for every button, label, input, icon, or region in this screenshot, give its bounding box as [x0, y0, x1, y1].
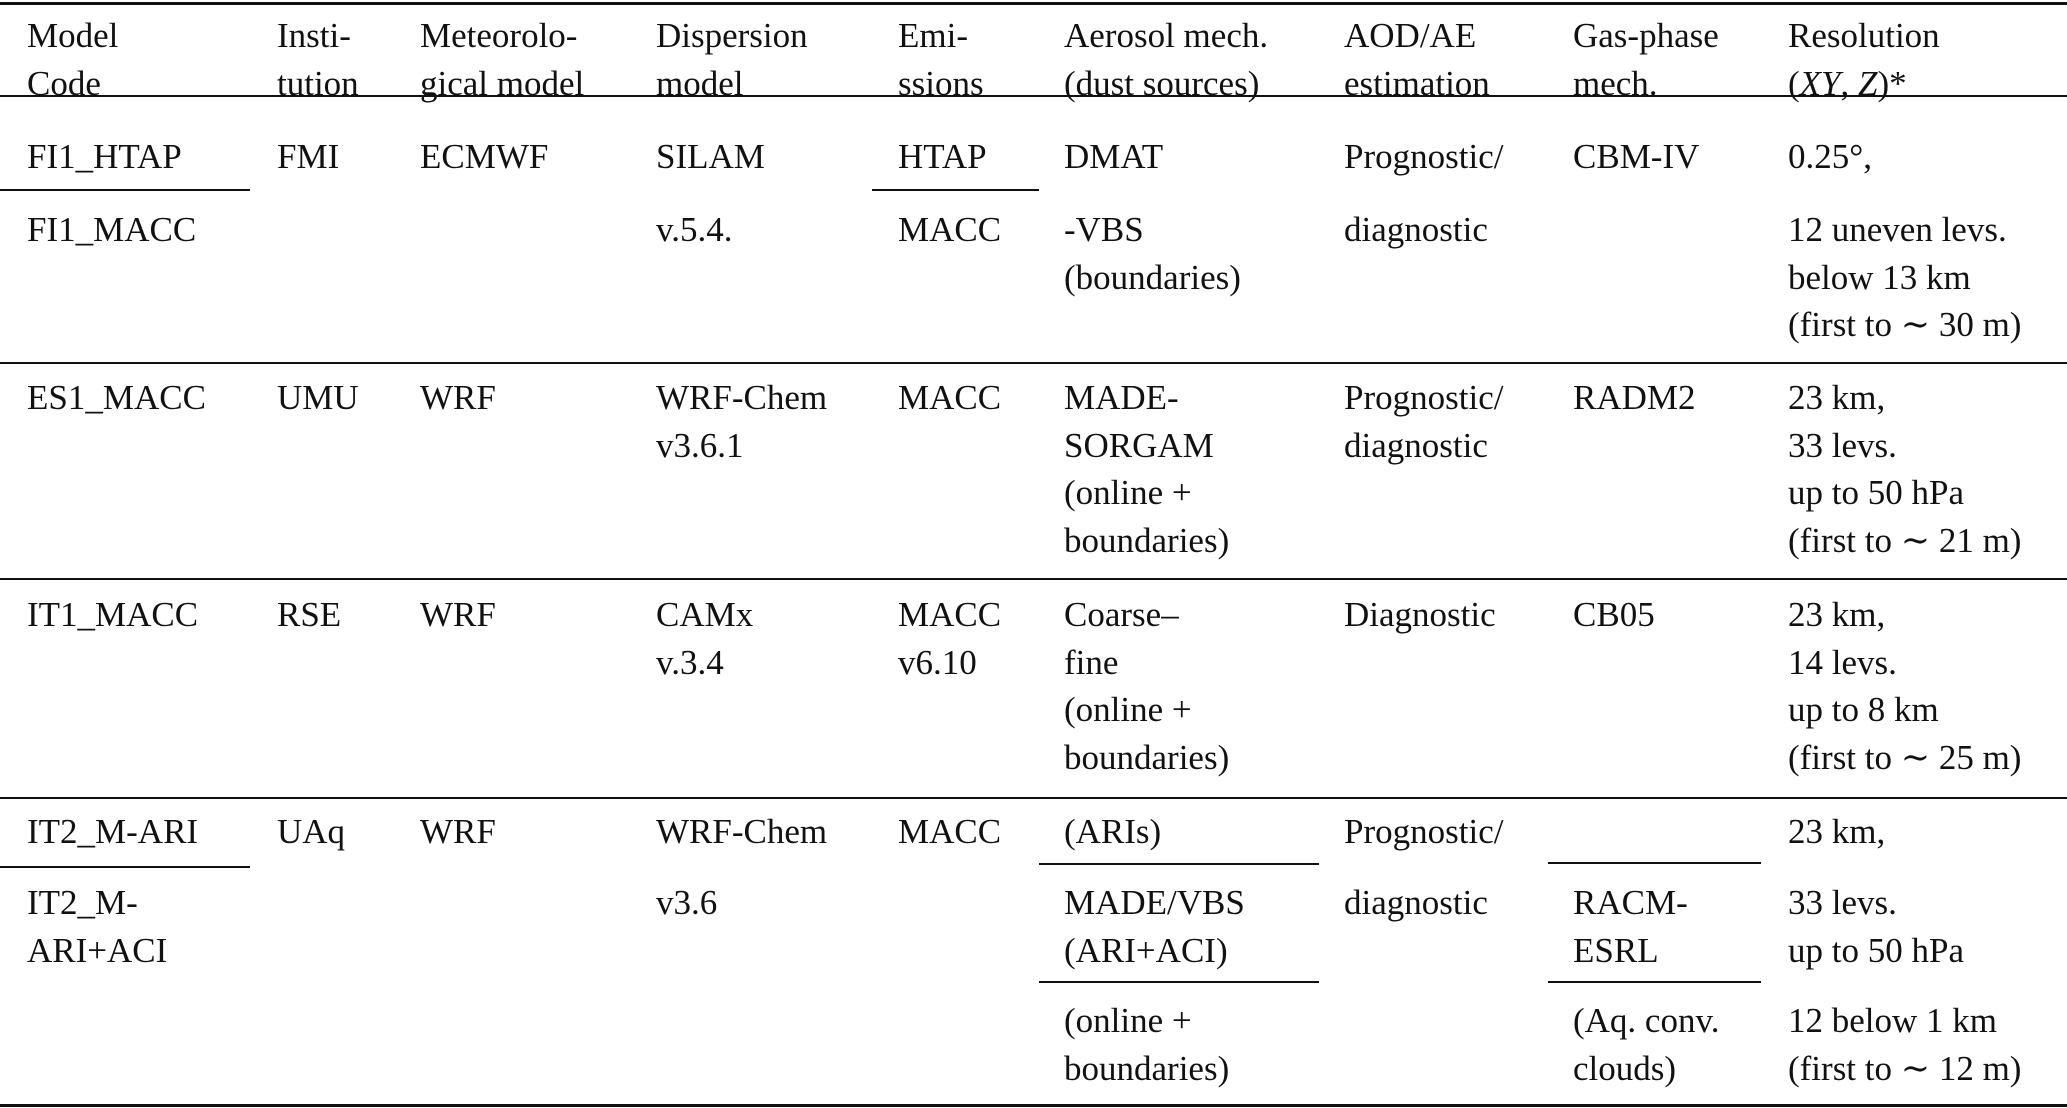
es1-dispersion: WRF-Chem v3.6.1	[656, 378, 828, 465]
table-top-rule	[0, 2, 2067, 5]
fi1-dispersion-name: SILAM	[656, 137, 765, 176]
it1-institution: RSE	[277, 595, 342, 634]
es1-institution: UMU	[277, 378, 359, 417]
es1-meteo: WRF	[420, 378, 496, 417]
header-dispersion-model: Dispersion model	[656, 16, 808, 103]
es1-resolution: 23 km, 33 levs. up to 50 hPa (first to ∼ 21 m)	[1788, 378, 2022, 560]
header-aerosol-mech: Aerosol mech. (dust sources)	[1064, 16, 1269, 103]
es1-code: ES1_MACC	[27, 378, 206, 417]
it2-resolution-top: 23 km,	[1788, 812, 1886, 851]
it2-aerosol-ari-aci: MADE/VBS (ARI+ACI)	[1064, 883, 1245, 970]
it2-aerosol-divider-1	[1039, 863, 1319, 865]
it2-dispersion-version: v3.6	[656, 883, 718, 922]
it2-aerosol-ari: (ARIs)	[1064, 812, 1162, 851]
it1-dispersion: CAMx v.3.4	[656, 595, 754, 682]
it1-meteo: WRF	[420, 595, 496, 634]
es1-emissions: MACC	[898, 378, 1002, 417]
it2-gas-divider-2	[1548, 981, 1761, 983]
header-model-code: Model Code	[27, 16, 119, 103]
it1-code: IT1_MACC	[27, 595, 199, 634]
it1-emissions: MACC v6.10	[898, 595, 1002, 682]
fi1-code-macc: FI1_MACC	[27, 210, 197, 249]
fi1-code-divider	[0, 189, 250, 191]
header-gas-phase: Gas-phase mech.	[1573, 16, 1719, 103]
fi1-bottom-rule	[0, 362, 2067, 364]
it2-aerosol-divider-2	[1039, 981, 1319, 983]
header-resolution: Resolution (XY, Z)*	[1788, 16, 1940, 103]
it2-aod-top: Prognostic/	[1344, 812, 1504, 851]
it2-meteo: WRF	[420, 812, 496, 851]
it1-aod: Diagnostic	[1344, 595, 1496, 634]
fi1-emissions-macc: MACC	[898, 210, 1002, 249]
it2-code-divider	[0, 866, 250, 868]
header-institution: Insti- tution	[277, 16, 359, 103]
it2-gas-ari-aci: RACM- ESRL	[1573, 883, 1688, 970]
es1-gas: RADM2	[1573, 378, 1696, 417]
header-emissions: Emi- ssions	[898, 16, 984, 103]
it2-code-ari-aci: IT2_M- ARI+ACI	[27, 883, 168, 970]
fi1-emissions-divider	[872, 189, 1039, 191]
fi1-resolution-bottom: 12 uneven levs. below 13 km (first to ∼ 30 m)	[1788, 210, 2022, 344]
it2-aerosol-sources: (online + boundaries)	[1064, 1001, 1230, 1088]
fi1-meteo: ECMWF	[420, 137, 549, 176]
header-meteorological-model: Meteorolo- gical model	[420, 16, 585, 103]
fi1-institution: FMI	[277, 137, 340, 176]
it2-gas-note: (Aq. conv. clouds)	[1573, 1001, 1720, 1088]
it1-aerosol: Coarse– fine (online + boundaries)	[1064, 595, 1230, 777]
it2-emissions: MACC	[898, 812, 1002, 851]
fi1-emissions-htap: HTAP	[898, 137, 987, 176]
it1-bottom-rule	[0, 797, 2067, 799]
it2-institution: UAq	[277, 812, 346, 851]
fi1-aod-bottom: diagnostic	[1344, 210, 1488, 249]
it2-dispersion-name: WRF-Chem	[656, 812, 828, 851]
fi1-aerosol-bottom: -VBS (boundaries)	[1064, 210, 1241, 297]
fi1-resolution-top: 0.25°,	[1788, 137, 1872, 176]
fi1-aod-top: Prognostic/	[1344, 137, 1504, 176]
it2-aod-bottom: diagnostic	[1344, 883, 1488, 922]
es1-aod: Prognostic/ diagnostic	[1344, 378, 1504, 465]
it1-gas: CB05	[1573, 595, 1655, 634]
it2-code-ari: IT2_M-ARI	[27, 812, 199, 851]
es1-bottom-rule	[0, 578, 2067, 580]
es1-aerosol: MADE- SORGAM (online + boundaries)	[1064, 378, 1230, 560]
header-aod-ae: AOD/AE estimation	[1344, 16, 1490, 103]
it2-resolution-middle: 33 levs. up to 50 hPa	[1788, 883, 1964, 970]
it2-resolution-bottom: 12 below 1 km (first to ∼ 12 m)	[1788, 1001, 2022, 1088]
it1-resolution: 23 km, 14 levs. up to 8 km (first to ∼ 25 m)	[1788, 595, 2022, 777]
it2-gas-divider-1	[1548, 862, 1761, 864]
fi1-dispersion-version: v.5.4.	[656, 210, 733, 249]
table-bottom-rule	[0, 1104, 2067, 1107]
fi1-gas: CBM-IV	[1573, 137, 1700, 176]
fi1-code-htap: FI1_HTAP	[27, 137, 182, 176]
fi1-aerosol-top: DMAT	[1064, 137, 1164, 176]
